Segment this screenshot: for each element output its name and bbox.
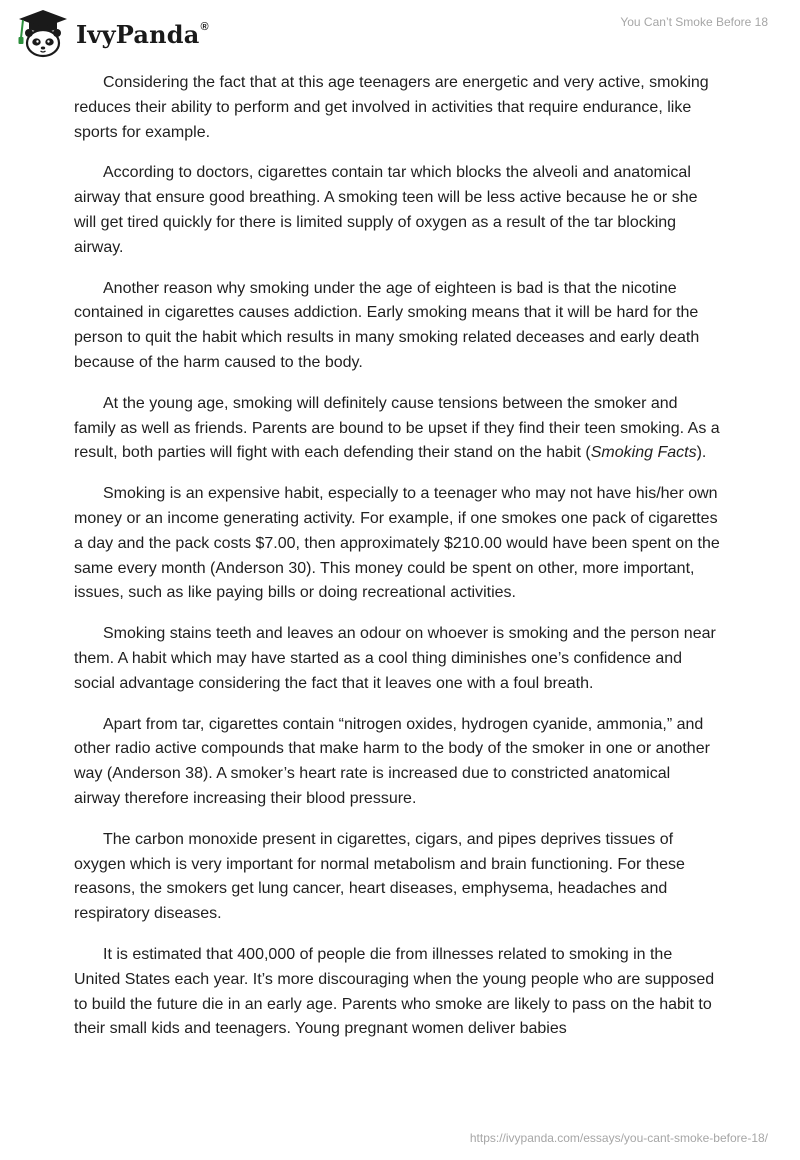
brand-name [76, 20, 209, 49]
paragraph: It is estimated that 400,000 of people die from illnesses related to smoking in the United States each year. It’s more discouraging when the young people who are supposed to build the future die in an early age. Parents who smoke are likely to pass on the habit to their small kids and teenagers. Young pregnant women deliver babies [74, 945, 715, 1038]
paragraph: Considering the fact that at this age teenagers are energetic and very active, smoking reduces their ability to perform and get involved in activities that require endurance, like sports for example. [74, 74, 709, 141]
page-header [0, 0, 800, 60]
brand-logo[interactable] [14, 8, 209, 58]
paragraph [74, 392, 720, 466]
paragraph: Smoking stains teeth and leaves an odour on whoever is smoking and the person near them. A habit which may have started as a cool thing diminishes one’s confidence and social advantage considering the fact that it leaves one with a foul breath. [74, 625, 716, 692]
brand-name-text: IvyPanda [76, 19, 200, 49]
registered-mark: ® [200, 20, 209, 33]
paragraph: Another reason why smoking under the age of eighteen is bad is that the nicotine contained in cigarettes causes addiction. Early smoking means that it will be hard for the person to quit the habit which results in many smoking related deceases and early death because of the harm caused to the body. [74, 279, 700, 371]
panda-logo-icon [14, 8, 72, 58]
paragraph: According to doctors, cigarettes contain tar which blocks the alveoli and anatomical airway that ensure good breathing. A smoking teen will be less active because he or she will get tired quickly for there is limited supply of oxygen as a result of the tar blocking airway. [74, 164, 698, 256]
source-url-link[interactable]: https://ivypanda.com/essays/you-cant-smoke-before-18/ [469, 1131, 768, 1145]
essay-body [74, 71, 720, 1058]
paragraph: The carbon monoxide present in cigarettes, cigars, and pipes deprives tissues of oxygen which is very important for normal metabolism and brain functioning. For these reasons, the smokers get lung cancer, heart diseases, emphysema, headaches and respiratory diseases. [74, 830, 685, 923]
citation-title: Smoking Facts [590, 444, 697, 462]
paragraph: Smoking is an expensive habit, especially to a teenager who may not have his/her own money or an income generating activity. For example, if one smokes one pack of cigarettes a day and the pack costs $7.00, then approximately $210.00 would have been spent on the same every month (Anderson 30). This money could be spent on other, more important, issues, such as like paying bills or doing recreational activities. [74, 485, 720, 602]
paragraph-text: At the young age, smoking will definitely cause tensions between the smoker and family as well as friends. Parents are bound to be upset if they find their teen smoking. As a result, both parties will fight with each defending their stand on the habit ( [74, 394, 720, 462]
document-title: You Can’t Smoke Before 18 [620, 15, 768, 29]
paragraph-text: ). [696, 444, 707, 462]
paragraph: Apart from tar, cigarettes contain “nitrogen oxides, hydrogen cyanide, ammonia,” and other radio active compounds that make harm to the body of the smoker in one or another way (Anderson 38). A smoker’s heart rate is increased due to constricted anatomical airway therefore increasing their blood pressure. [74, 715, 710, 807]
